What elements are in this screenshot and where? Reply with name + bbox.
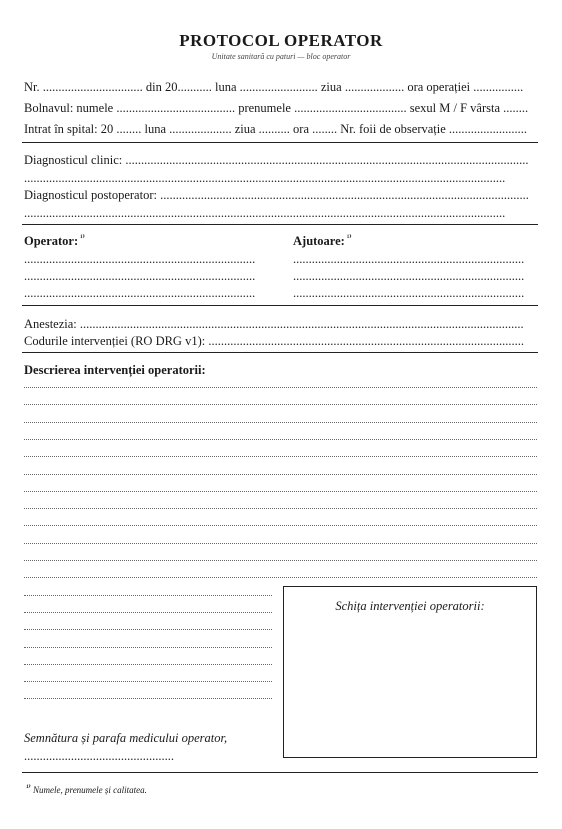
operator-heading [24,234,85,249]
anesthesia-field[interactable]: Anestezia: .............................................................................................................................................. [24,317,524,331]
footnote [24,785,147,795]
description-writing-line[interactable] [24,456,537,457]
operator-name-line[interactable]: .......................................................................... [24,286,256,300]
footnote-marker: ¹⁾ [80,233,85,242]
description-writing-line[interactable] [24,647,272,648]
description-writing-line[interactable] [24,543,537,544]
signature-label: Semnătura și parafa medicului operator, [24,731,228,745]
description-writing-line[interactable] [24,629,272,630]
description-heading: Descrierea intervenției operatorii: [24,363,206,377]
divider [22,224,538,225]
divider [22,772,538,773]
document-title: PROTOCOL OPERATOR [179,31,383,50]
description-writing-line[interactable] [24,698,272,699]
drg-codes-field[interactable]: Codurile intervenției (RO DRG v1): ..................................................................................................... [24,334,524,348]
operator-name-line[interactable]: .......................................................................... [24,269,256,283]
description-writing-line[interactable] [24,612,272,613]
description-writing-line[interactable] [24,404,537,405]
patient-identity-line[interactable]: Bolnavul: numele ...................................... prenumele .................................... sexul M / F vârsta ........ [24,101,529,115]
sketch-box[interactable] [283,586,537,758]
description-writing-line[interactable] [24,422,537,423]
assistant-name-line[interactable]: .......................................................................... [293,269,525,283]
description-writing-line[interactable] [24,560,537,561]
description-writing-line[interactable] [24,577,537,578]
admission-line[interactable]: Intrat în spital: 20 ........ luna .................... ziua .......... ora ........ Nr. foii de observație ......................... [24,122,528,136]
description-writing-line[interactable] [24,508,537,509]
footnote-text: Numele, prenumele și calitatea. [30,785,147,795]
footnote-marker: ¹⁾ [26,783,31,792]
postoperative-diagnosis-continuation[interactable]: .......................................................................................................................................................... [24,206,506,220]
assistants-label: Ajutoare: [293,234,345,248]
operator-label: Operator: [24,234,79,248]
assistant-name-line[interactable]: .......................................................................... [293,286,525,300]
clinical-diagnosis-field[interactable]: Diagnosticul clinic: ................................................................................................................................. [24,153,529,167]
description-writing-line[interactable] [24,664,272,665]
description-writing-line[interactable] [24,595,272,596]
description-writing-line[interactable] [24,525,537,526]
document-subtitle: Unitate sanitară cu paturi — bloc operator [211,52,351,61]
description-writing-line[interactable] [24,474,537,475]
assistants-heading [293,234,352,249]
assistant-name-line[interactable]: .......................................................................... [293,252,525,266]
description-writing-line[interactable] [24,387,537,388]
postoperative-diagnosis-field[interactable]: Diagnosticul postoperator: ...................................................................................................................... [24,188,529,202]
divider [22,142,538,143]
description-writing-line[interactable] [24,681,272,682]
divider [22,352,538,353]
intervention-number-date-line[interactable]: Nr. ................................ din 20........... luna ......................... ziua ................... ora operației ................ [24,80,524,94]
operator-name-line[interactable]: .......................................................................... [24,252,256,266]
description-writing-line[interactable] [24,439,537,440]
signature-line[interactable]: ................................................ [24,749,174,763]
description-writing-line[interactable] [24,491,537,492]
divider [22,305,538,306]
clinical-diagnosis-continuation[interactable]: .......................................................................................................................................................... [24,171,506,185]
sketch-label: Schița intervenției operatorii: [335,599,485,613]
footnote-marker: ¹⁾ [346,233,352,242]
